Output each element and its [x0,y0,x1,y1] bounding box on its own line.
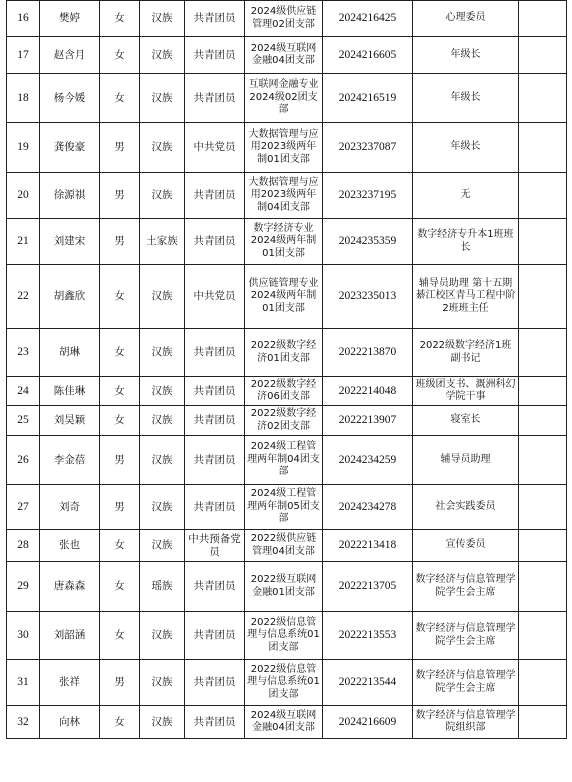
position-cell: 辅导员助理 [413,436,519,485]
gender-cell: 男 [100,660,140,706]
position-cell: 数字经济与信息管理学院学生会主席 [413,562,519,612]
name-cell: 陈佳琳 [40,377,100,406]
political-status-cell: 共青团员 [185,329,245,377]
name-cell: 张也 [40,530,100,562]
gender-cell: 女 [100,406,140,436]
class-branch-cell: 2024级互联网金融04团支部 [245,706,323,739]
class-branch-cell: 2024级互联网金融04团支部 [245,37,323,74]
note-cell [519,530,567,562]
ethnicity-cell: 汉族 [140,265,185,329]
table-row [7,377,567,406]
table-row [7,329,567,377]
note-cell [519,377,567,406]
ethnicity-cell: 汉族 [140,123,185,173]
position-cell: 年级长 [413,123,519,173]
political-status-cell: 共青团员 [185,74,245,123]
student-id-cell: 2022213870 [323,329,413,377]
class-branch-cell: 2022级供应链管理04团支部 [245,530,323,562]
student-id-cell: 2022213544 [323,660,413,706]
class-branch-cell: 2022级信息管理与信息系统01团支部 [245,612,323,660]
student-id-cell: 2022213907 [323,406,413,436]
political-status-cell: 共青团员 [185,173,245,219]
row-number: 21 [7,219,40,265]
ethnicity-cell: 汉族 [140,377,185,406]
ethnicity-cell: 汉族 [140,485,185,530]
name-cell: 刘昊颖 [40,406,100,436]
table-row [7,406,567,436]
row-number: 23 [7,329,40,377]
political-status-cell: 共青团员 [185,377,245,406]
table-row [7,1,567,37]
row-number: 28 [7,530,40,562]
table-row [7,562,567,612]
note-cell [519,74,567,123]
row-number: 29 [7,562,40,612]
name-cell: 樊婷 [40,1,100,37]
student-id-cell: 2024216519 [323,74,413,123]
student-id-cell: 2022213418 [323,530,413,562]
table-row [7,37,567,74]
table-row [7,123,567,173]
student-id-cell: 2024235359 [323,219,413,265]
name-cell: 李金蓓 [40,436,100,485]
gender-cell: 女 [100,706,140,739]
ethnicity-cell: 汉族 [140,1,185,37]
class-branch-cell: 供应链管理专业2024级两年制01团支部 [245,265,323,329]
political-status-cell: 中共预备党员 [185,530,245,562]
row-number: 18 [7,74,40,123]
row-number: 25 [7,406,40,436]
class-branch-cell: 2022级数字经济01团支部 [245,329,323,377]
ethnicity-cell: 汉族 [140,436,185,485]
position-cell: 数字经济与信息管理学院学生会主席 [413,612,519,660]
ethnicity-cell: 汉族 [140,406,185,436]
student-id-cell: 2024216609 [323,706,413,739]
class-branch-cell: 2024级供应链管理02团支部 [245,1,323,37]
class-branch-cell: 数字经济专业2024级两年制01团支部 [245,219,323,265]
student-id-cell: 2024234278 [323,485,413,530]
ethnicity-cell: 汉族 [140,530,185,562]
class-branch-cell: 2024级工程管理两年制05团支部 [245,485,323,530]
political-status-cell: 共青团员 [185,612,245,660]
position-cell: 寝室长 [413,406,519,436]
political-status-cell: 共青团员 [185,1,245,37]
note-cell [519,329,567,377]
row-number: 22 [7,265,40,329]
position-cell: 2022级数字经济1班 副书记 [413,329,519,377]
row-number: 27 [7,485,40,530]
student-roster-table [6,0,567,739]
political-status-cell: 共青团员 [185,706,245,739]
row-number: 31 [7,660,40,706]
student-id-cell: 2022213553 [323,612,413,660]
name-cell: 徐源祺 [40,173,100,219]
gender-cell: 男 [100,485,140,530]
gender-cell: 男 [100,219,140,265]
note-cell [519,660,567,706]
note-cell [519,612,567,660]
table-row [7,485,567,530]
gender-cell: 女 [100,1,140,37]
political-status-cell: 共青团员 [185,660,245,706]
ethnicity-cell: 汉族 [140,37,185,74]
political-status-cell: 共青团员 [185,406,245,436]
name-cell: 张祥 [40,660,100,706]
row-number: 32 [7,706,40,739]
class-branch-cell: 互联网金融专业2024级02团支部 [245,74,323,123]
student-id-cell: 2023237087 [323,123,413,173]
class-branch-cell: 大数据管理与应用2023级两年制04团支部 [245,173,323,219]
table-row [7,219,567,265]
row-number: 20 [7,173,40,219]
row-number: 30 [7,612,40,660]
name-cell: 杨今媛 [40,74,100,123]
gender-cell: 女 [100,562,140,612]
student-id-cell: 2024216605 [323,37,413,74]
ethnicity-cell: 汉族 [140,706,185,739]
gender-cell: 男 [100,173,140,219]
name-cell: 刘建宋 [40,219,100,265]
table-row [7,74,567,123]
note-cell [519,37,567,74]
row-number: 26 [7,436,40,485]
note-cell [519,436,567,485]
political-status-cell: 共青团员 [185,562,245,612]
name-cell: 胡琳 [40,329,100,377]
table-row [7,612,567,660]
table-row [7,436,567,485]
position-cell: 年级长 [413,37,519,74]
ethnicity-cell: 汉族 [140,329,185,377]
position-cell: 辅导员助理 第十五期綦江校区青马工程中阶2班班主任 [413,265,519,329]
position-cell: 年级长 [413,74,519,123]
name-cell: 胡鑫欣 [40,265,100,329]
note-cell [519,1,567,37]
class-branch-cell: 2022级互联网金融01团支部 [245,562,323,612]
name-cell: 龚俊豪 [40,123,100,173]
gender-cell: 女 [100,37,140,74]
political-status-cell: 共青团员 [185,485,245,530]
gender-cell: 女 [100,612,140,660]
name-cell: 唐森森 [40,562,100,612]
gender-cell: 女 [100,377,140,406]
gender-cell: 女 [100,74,140,123]
student-id-cell: 2022213705 [323,562,413,612]
name-cell: 刘韶涵 [40,612,100,660]
position-cell: 无 [413,173,519,219]
table-row [7,173,567,219]
note-cell [519,562,567,612]
class-branch-cell: 2024级工程管理两年制04团支部 [245,436,323,485]
note-cell [519,485,567,530]
name-cell: 赵含月 [40,37,100,74]
table-row [7,530,567,562]
table-row [7,660,567,706]
position-cell: 数字经济专升本1班班长 [413,219,519,265]
position-cell: 班级团支书、溉洲科幻学院干事 [413,377,519,406]
table-row [7,706,567,739]
ethnicity-cell: 土家族 [140,219,185,265]
row-number: 19 [7,123,40,173]
student-id-cell: 2024234259 [323,436,413,485]
student-id-cell: 2022214048 [323,377,413,406]
political-status-cell: 共青团员 [185,219,245,265]
row-number: 24 [7,377,40,406]
gender-cell: 男 [100,123,140,173]
note-cell [519,173,567,219]
gender-cell: 男 [100,436,140,485]
row-number: 17 [7,37,40,74]
gender-cell: 女 [100,265,140,329]
class-branch-cell: 2022级数字经济02团支部 [245,406,323,436]
student-id-cell: 2023235013 [323,265,413,329]
position-cell: 社会实践委员 [413,485,519,530]
ethnicity-cell: 汉族 [140,612,185,660]
class-branch-cell: 2022级信息管理与信息系统01团支部 [245,660,323,706]
class-branch-cell: 2022级数字经济06团支部 [245,377,323,406]
name-cell: 刘奇 [40,485,100,530]
ethnicity-cell: 汉族 [140,74,185,123]
row-number: 16 [7,1,40,37]
gender-cell: 女 [100,329,140,377]
ethnicity-cell: 瑶族 [140,562,185,612]
note-cell [519,123,567,173]
gender-cell: 女 [100,530,140,562]
political-status-cell: 中共党员 [185,123,245,173]
ethnicity-cell: 汉族 [140,660,185,706]
political-status-cell: 中共党员 [185,265,245,329]
position-cell: 心理委员 [413,1,519,37]
note-cell [519,406,567,436]
position-cell: 数字经济与信息管理学院组织部 [413,706,519,739]
student-id-cell: 2023237195 [323,173,413,219]
note-cell [519,706,567,739]
class-branch-cell: 大数据管理与应用2023级两年制01团支部 [245,123,323,173]
name-cell: 向林 [40,706,100,739]
position-cell: 数字经济与信息管理学院学生会主席 [413,660,519,706]
political-status-cell: 共青团员 [185,37,245,74]
table-row [7,265,567,329]
student-id-cell: 2024216425 [323,1,413,37]
ethnicity-cell: 汉族 [140,173,185,219]
political-status-cell: 共青团员 [185,436,245,485]
note-cell [519,219,567,265]
note-cell [519,265,567,329]
position-cell: 宣传委员 [413,530,519,562]
